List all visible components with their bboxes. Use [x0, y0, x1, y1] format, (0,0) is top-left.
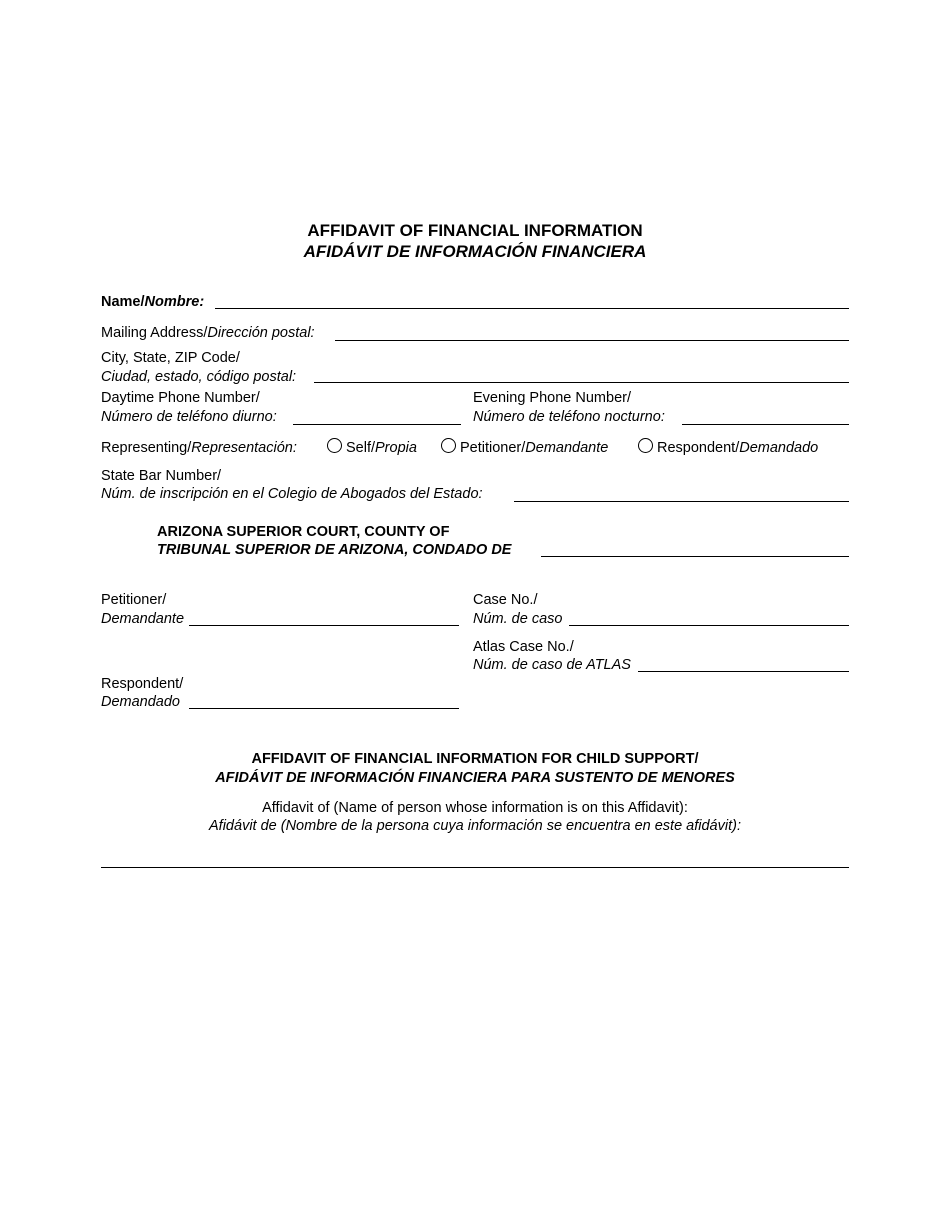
daytime-phone-field[interactable]	[293, 424, 461, 425]
form-title-spanish: AFIDÁVIT DE INFORMACIÓN FINANCIERA	[303, 242, 647, 261]
name-field[interactable]	[215, 308, 849, 309]
evening-phone-label-spanish: Número de teléfono nocturno:	[473, 409, 665, 425]
respondent-label-spanish: Demandado	[101, 694, 180, 710]
petitioner-label-english: Petitioner/	[101, 592, 167, 608]
daytime-phone-label-spanish: Número de teléfono diurno:	[101, 409, 277, 425]
representing-option-self[interactable]: Self/Propia	[327, 438, 417, 457]
respondent-label-english: Respondent/	[101, 676, 184, 692]
affidavit-subtitle-spanish: AFIDÁVIT DE INFORMACIÓN FINANCIERA PARA SUSTENTO DE MENORES	[215, 770, 735, 786]
atlas-case-number-field[interactable]	[638, 671, 849, 672]
respondent-field[interactable]	[189, 708, 459, 709]
atlas-case-number-label-english: Atlas Case No./	[473, 639, 574, 655]
form-title-english: AFFIDAVIT OF FINANCIAL INFORMATION	[307, 221, 643, 240]
atlas-case-number-label-spanish: Núm. de caso de ATLAS	[473, 657, 631, 673]
city-label-english: City, State, ZIP Code/	[101, 350, 240, 366]
self-radio-button[interactable]	[327, 438, 342, 453]
state-bar-label-english: State Bar Number/	[101, 468, 222, 484]
evening-phone-label-english: Evening Phone Number/	[473, 390, 631, 406]
case-number-field[interactable]	[569, 625, 849, 626]
petitioner-field[interactable]	[189, 625, 459, 626]
city-state-zip-field[interactable]	[314, 382, 849, 383]
affidavit-subtitle-english: AFFIDAVIT OF FINANCIAL INFORMATION FOR CHILD SUPPORT/	[251, 751, 699, 767]
mailing-address-field[interactable]	[335, 340, 849, 341]
mailing-address-label: Mailing Address/Dirección postal:	[101, 325, 315, 341]
name-label: Name/Nombre:	[101, 294, 205, 310]
petitioner-label-spanish: Demandante	[101, 611, 185, 627]
respondent-radio-button[interactable]	[638, 438, 653, 453]
state-bar-number-field[interactable]	[514, 501, 849, 502]
petitioner-radio-button[interactable]	[441, 438, 456, 453]
case-number-label-spanish: Núm. de caso	[473, 611, 563, 627]
affiant-instruction-english: Affidavit of (Name of person whose information is on this Affidavit):	[262, 800, 688, 816]
affiant-instruction-spanish: Afidávit de (Nombre de la persona cuya información se encuentra en este afidávit):	[209, 818, 741, 834]
representing-option-petitioner[interactable]: Petitioner/Demandante	[441, 438, 608, 457]
evening-phone-field[interactable]	[682, 424, 849, 425]
representing-option-respondent[interactable]: Respondent/Demandado	[638, 438, 818, 457]
representing-label: Representing/Representación:	[101, 440, 297, 456]
case-number-label-english: Case No./	[473, 592, 538, 608]
court-label-spanish: TRIBUNAL SUPERIOR DE ARIZONA, CONDADO DE	[157, 542, 512, 558]
state-bar-label-spanish: Núm. de inscripción en el Colegio de Abogados del Estado:	[101, 486, 483, 502]
daytime-phone-label-english: Daytime Phone Number/	[101, 390, 260, 406]
city-label-spanish: Ciudad, estado, código postal:	[101, 369, 297, 385]
county-field[interactable]	[541, 556, 849, 557]
affiant-name-field[interactable]	[101, 867, 849, 868]
court-label-english: ARIZONA SUPERIOR COURT, COUNTY OF	[157, 524, 450, 540]
